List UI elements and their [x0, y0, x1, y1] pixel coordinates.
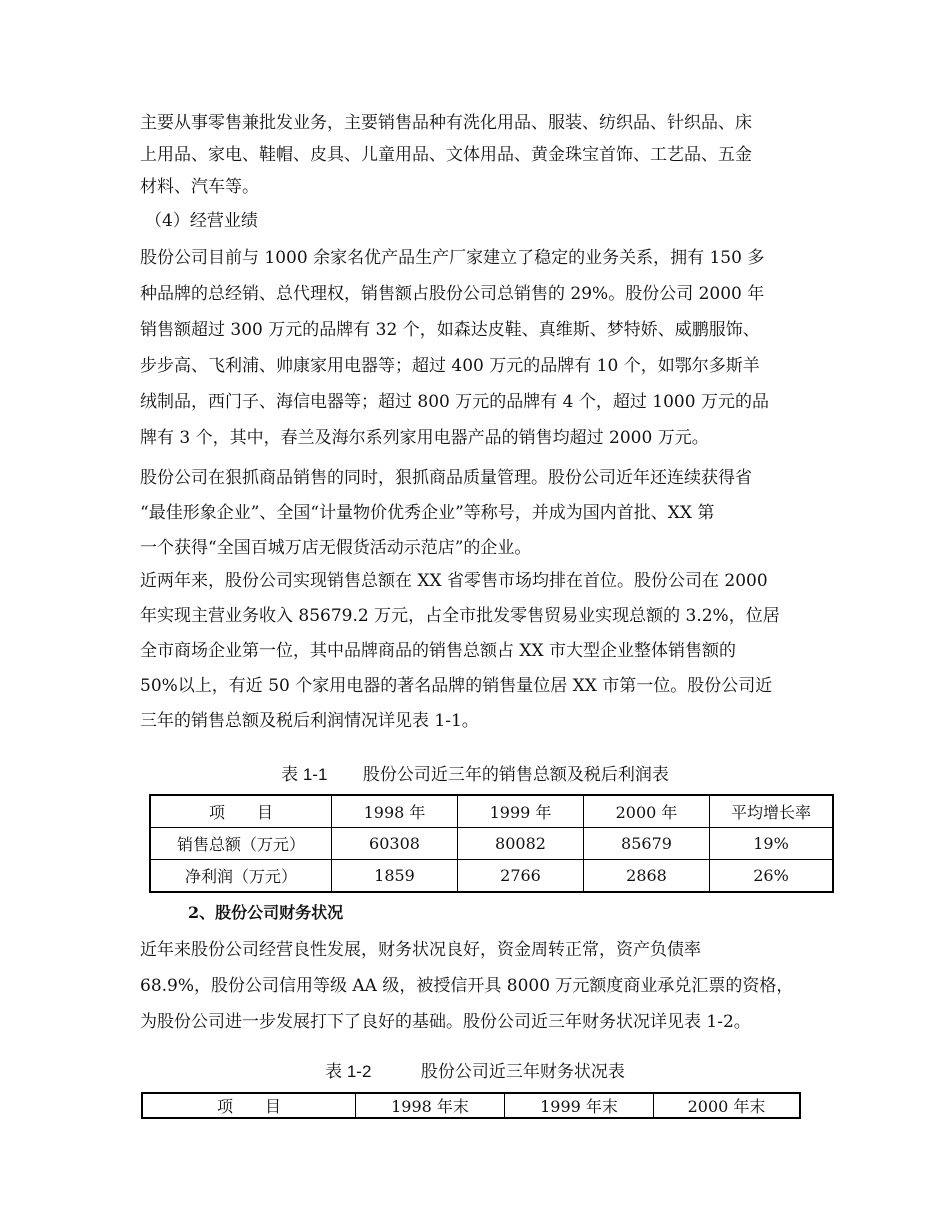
quality-line: 一个获得“全国百城万店无假货活动示范店”的企业。	[140, 538, 532, 558]
table-row	[150, 828, 833, 860]
sales-profit-table	[149, 794, 834, 893]
table2-caption-number: 表 1-2	[325, 1062, 372, 1081]
table1-caption-number: 表 1-1	[281, 765, 328, 784]
ranking-line: 全市商场企业第一位，其中品牌商品的销售总额占 XX 市大型企业整体销售额的	[140, 641, 737, 661]
table-header-row	[142, 1093, 800, 1118]
quality-line: “最佳形象企业”、全国“计量物价优秀企业”等称号，并成为国内首批、XX 第	[140, 503, 715, 523]
finance-paragraph	[140, 932, 810, 1040]
table-header-cell: 1999 年	[458, 795, 584, 828]
table2-caption-title: 股份公司近三年财务状况表	[420, 1062, 625, 1081]
performance-line: 种品牌的总经销、总代理权，销售额占股份公司总销售的 29%。股份公司 2000 年	[140, 284, 765, 304]
table-header-cell: 2000 年末	[654, 1093, 801, 1118]
finance-line: 近年来股份公司经营良性发展，财务状况良好，资金周转正常，资产负债率	[140, 940, 701, 960]
table-row	[150, 860, 833, 893]
intro-line-3: 材料、汽车等。	[140, 177, 259, 197]
table-header-cell: 项 目	[142, 1093, 356, 1118]
table-cell: 80082	[458, 828, 584, 860]
table-header-cell: 1999 年末	[505, 1093, 654, 1118]
table1-caption	[0, 760, 950, 785]
ranking-line: 近两年来，股份公司实现销售总额在 XX 省零售市场均排在首位。股份公司在 2000	[140, 571, 768, 591]
table-cell: 净利润（万元）	[150, 860, 332, 893]
table-cell: 85679	[584, 828, 710, 860]
finance-line: 为股份公司进一步发展打下了良好的基础。股份公司近三年财务状况详见表 1-2。	[140, 1012, 751, 1032]
table-header-cell: 平均增长率	[710, 795, 834, 828]
table-cell: 2868	[584, 860, 710, 893]
table-cell: 60308	[332, 828, 458, 860]
table-header-cell: 1998 年	[332, 795, 458, 828]
table-header-cell: 2000 年	[584, 795, 710, 828]
table-cell: 1859	[332, 860, 458, 893]
performance-line: 绒制品，西门子、海信电器等；超过 800 万元的品牌有 4 个，超过 1000 万元的品	[140, 392, 769, 412]
table-cell: 26%	[710, 860, 834, 893]
table2-caption	[0, 1057, 950, 1082]
table-header-row	[150, 795, 833, 828]
finance-line: 68.9%，股份公司信用等级 AA 级，被授信开具 8000 万元额度商业承兑汇票的资格，	[140, 976, 794, 996]
heading-operating-performance: （4）经营业绩	[145, 211, 258, 231]
performance-line: 牌有 3 个，其中，春兰及海尔系列家用电器产品的销售均超过 2000 万元。	[140, 428, 709, 448]
performance-line: 股份公司目前与 1000 余家名优产品生产厂家建立了稳定的业务关系，拥有 150 多	[140, 248, 765, 268]
performance-line: 步步高、飞利浦、帅康家用电器等；超过 400 万元的品牌有 10 个，如鄂尔多斯羊	[140, 356, 760, 376]
table-cell: 19%	[710, 828, 834, 860]
quality-line: 股份公司在狠抓商品销售的同时，狠抓商品质量管理。股份公司近年还连续获得省	[140, 468, 752, 488]
quality-paragraph	[140, 460, 810, 566]
ranking-paragraph	[140, 564, 810, 739]
ranking-line: 三年的销售总额及税后利润情况详见表 1-1。	[140, 711, 479, 731]
section-heading-finance: 2、股份公司财务状况	[188, 903, 344, 922]
intro-line-1: 主要从事零售兼批发业务，主要销售品种有洗化用品、服装、纺织品、针织品、床	[140, 113, 752, 133]
performance-paragraph	[140, 240, 810, 456]
table1-caption-title: 股份公司近三年的销售总额及税后利润表	[362, 765, 669, 784]
intro-line-2: 上用品、家电、鞋帽、皮具、儿童用品、文体用品、黄金珠宝首饰、工艺品、五金	[140, 145, 752, 165]
ranking-line: 50%以上，有近 50 个家用电器的著名品牌的销售量位居 XX 市第一位。股份公司近	[140, 676, 773, 696]
table-header-cell: 项 目	[150, 795, 332, 828]
financial-status-table	[141, 1092, 801, 1119]
ranking-line: 年实现主营业务收入 85679.2 万元，占全市批发零售贸易业实现总额的 3.2%，位居	[140, 606, 780, 626]
performance-line: 销售额超过 300 万元的品牌有 32 个，如森达皮鞋、真维斯、梦特娇、威鹏服饰、	[140, 320, 760, 340]
table-header-cell: 1998 年末	[356, 1093, 505, 1118]
table-cell: 销售总额（万元）	[150, 828, 332, 860]
table-cell: 2766	[458, 860, 584, 893]
